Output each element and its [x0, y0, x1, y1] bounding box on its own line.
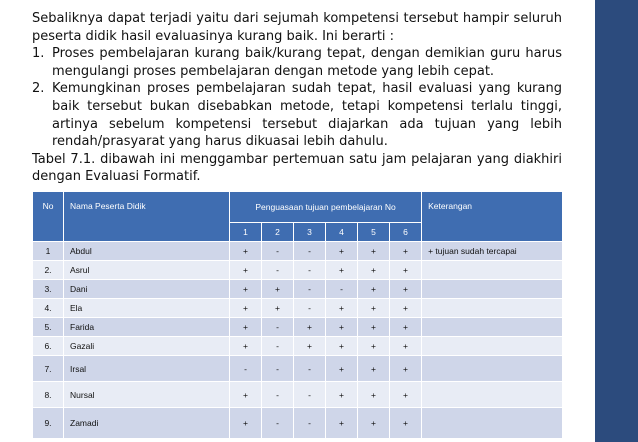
header-objective-5: 5 [358, 223, 390, 242]
student-name: Nursal [64, 382, 230, 408]
mastery-mark: + [358, 337, 390, 356]
mastery-mark: + [358, 356, 390, 382]
student-name: Ela [64, 299, 230, 318]
mastery-mark: - [294, 356, 326, 382]
table-row [33, 382, 563, 408]
list-text: Proses pembelajaran kurang baik/kurang tepat, dengan demikian guru harus mengulangi proses pembelajaran dengan metode yang lebih cepat. [52, 46, 562, 79]
mastery-mark: + [230, 280, 262, 299]
table-caption: Tabel 7.1. dibawah ini menggambar pertemuan satu jam pelajaran yang diakhiri dengan Evaluasi Formatif. [32, 151, 562, 185]
mastery-mark: - [294, 299, 326, 318]
mastery-mark: - [262, 318, 294, 337]
row-note [422, 408, 563, 439]
mastery-mark: - [262, 356, 294, 382]
header-objective-4: 4 [326, 223, 358, 242]
mastery-mark: + [230, 318, 262, 337]
table-row [33, 280, 563, 299]
mastery-mark: + [294, 337, 326, 356]
points-list [32, 45, 562, 151]
row-number: 1 [33, 242, 64, 261]
student-name: Dani [64, 280, 230, 299]
table-row [33, 318, 563, 337]
mastery-mark: + [230, 299, 262, 318]
mastery-mark: + [326, 382, 358, 408]
row-note [422, 382, 563, 408]
mastery-mark: + [230, 382, 262, 408]
student-name: Farida [64, 318, 230, 337]
header-mastery: Penguasaan tujuan pembelajaran No [230, 192, 422, 223]
row-number: 7. [33, 356, 64, 382]
mastery-mark: + [390, 299, 422, 318]
mastery-mark: - [262, 408, 294, 439]
row-note [422, 337, 563, 356]
mastery-mark: - [230, 356, 262, 382]
mastery-mark: + [326, 356, 358, 382]
mastery-mark: - [326, 280, 358, 299]
mastery-mark: + [358, 280, 390, 299]
row-number: 2. [33, 261, 64, 280]
mastery-mark: - [294, 382, 326, 408]
student-name: Zamadi [64, 408, 230, 439]
list-text: Kemungkinan proses pembelajaran sudah tepat, hasil evaluasi yang kurang baik tersebut bukan disebabkan metode, tetapi kompetensi terlalu tinggi, artinya sebelum kompetensi tersebut diajarkan ada tujuan yang lebih rendah/prasyarat yang harus dikuasai lebih dahulu. [52, 81, 562, 150]
table-row [33, 261, 563, 280]
row-note [422, 261, 563, 280]
table-row [33, 299, 563, 318]
header-objective-2: 2 [262, 223, 294, 242]
mastery-mark: + [390, 408, 422, 439]
mastery-mark: + [326, 242, 358, 261]
row-number: 8. [33, 382, 64, 408]
header-objective-3: 3 [294, 223, 326, 242]
row-note [422, 356, 563, 382]
row-note [422, 280, 563, 299]
mastery-mark: - [294, 408, 326, 439]
mastery-mark: + [390, 356, 422, 382]
mastery-mark: - [262, 261, 294, 280]
mastery-mark: + [262, 280, 294, 299]
row-note [422, 318, 563, 337]
mastery-mark: + [358, 242, 390, 261]
row-number: 6. [33, 337, 64, 356]
mastery-mark: + [390, 382, 422, 408]
mastery-mark: + [230, 408, 262, 439]
list-number: 1. [32, 46, 45, 62]
mastery-mark: + [294, 318, 326, 337]
mastery-mark: + [390, 261, 422, 280]
table-row [33, 337, 563, 356]
mastery-mark: + [358, 408, 390, 439]
row-note: + tujuan sudah tercapai [422, 242, 563, 261]
table-row [33, 408, 563, 439]
mastery-mark: - [294, 242, 326, 261]
row-number: 5. [33, 318, 64, 337]
slide-text [32, 10, 562, 186]
header-objective-6: 6 [390, 223, 422, 242]
mastery-mark: + [230, 261, 262, 280]
header-notes: Keterangan [422, 192, 563, 242]
intro-paragraph: Sebaliknya dapat terjadi yaitu dari sejumah kompetensi tersebut hampir seluruh peserta didik hasil evaluasinya kurang baik. Ini berarti : [32, 11, 562, 44]
student-name: Irsal [64, 356, 230, 382]
mastery-mark: + [358, 382, 390, 408]
mastery-mark: + [326, 261, 358, 280]
row-note [422, 299, 563, 318]
mastery-mark: + [390, 280, 422, 299]
list-number: 2. [32, 81, 45, 97]
row-number: 9. [33, 408, 64, 439]
mastery-mark: - [262, 337, 294, 356]
mastery-mark: + [326, 337, 358, 356]
mastery-mark: + [326, 318, 358, 337]
mastery-mark: - [262, 382, 294, 408]
mastery-mark: - [262, 242, 294, 261]
mastery-mark: + [390, 337, 422, 356]
mastery-mark: - [294, 261, 326, 280]
student-name: Asrul [64, 261, 230, 280]
student-name: Abdul [64, 242, 230, 261]
table-body [33, 242, 563, 439]
header-name: Nama Peserta Didik [64, 192, 230, 242]
mastery-mark: - [294, 280, 326, 299]
mastery-mark: + [230, 242, 262, 261]
mastery-mark: + [326, 299, 358, 318]
list-item [32, 45, 562, 80]
mastery-mark: + [390, 242, 422, 261]
mastery-mark: + [358, 261, 390, 280]
header-objective-1: 1 [230, 223, 262, 242]
table-row [33, 356, 563, 382]
evaluation-table [32, 191, 563, 439]
row-number: 3. [33, 280, 64, 299]
mastery-mark: + [358, 299, 390, 318]
slide-side-bar [595, 0, 638, 442]
mastery-mark: + [390, 318, 422, 337]
row-number: 4. [33, 299, 64, 318]
mastery-mark: + [230, 337, 262, 356]
mastery-mark: + [358, 318, 390, 337]
mastery-mark: + [262, 299, 294, 318]
table-row [33, 242, 563, 261]
mastery-mark: + [326, 408, 358, 439]
student-name: Gazali [64, 337, 230, 356]
header-no: No [33, 192, 64, 242]
list-item [32, 80, 562, 150]
